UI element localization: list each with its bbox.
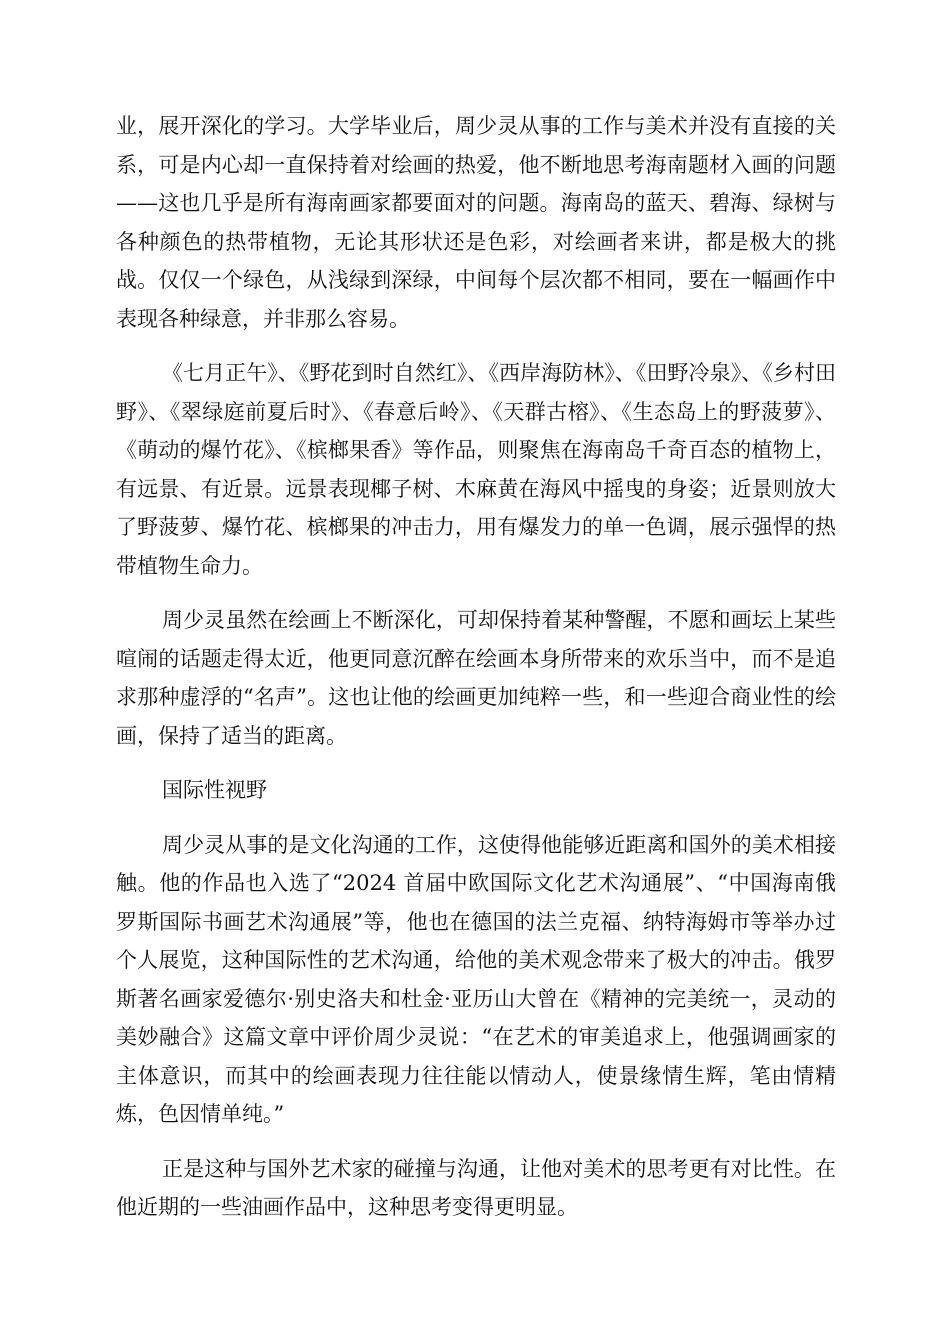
paragraph-continuation: 业，展开深化的学习。大学毕业后，周少灵从事的工作与美术并没有直接的关系，可是内心却一直保持着对绘画的热爱，他不断地思考海南题材入画的问题——这也几乎是所有海南画家都要面对的问题。海南岛的蓝天、碧海、绿树与各种颜色的热带植物，无论其形状还是色彩，对绘画者来讲，都是极大的挑战。仅仅一个绿色，从浅绿到深绿，中间每个层次都不相同，要在一幅画作中表现各种绿意，并非那么容易。 bbox=[116, 114, 836, 331]
paragraph-international: 周少灵从事的是文化沟通的工作，这使得他能够近距离和国外的美术相接触。他的作品也入选了“2024 首届中欧国际文化艺术沟通展”、“中国海南俄罗斯国际书画艺术沟通展”等，他也在德国的法兰克福、纳特海姆市等举办过个人展览，这种国际性的艺术沟通，给他的美术观念带来了极大的冲击。俄罗斯著名画家爱德尔·别史洛夫和杜金·亚历山大曾在《精神的完美统一，灵动的美妙融合》这篇文章中评价周少灵说：“在艺术的审美追求上，他强调画家的主体意识，而其中的绘画表现力往往能以情动人，使景缘情生辉，笔由情精炼，色因情单纯。” bbox=[116, 832, 836, 1126]
paragraph-artworks: 《七月正午》、《野花到时自然红》、《西岸海防林》、《田野冷泉》、《乡村田野》、《翠绿庭前夏后时》、《春意后岭》、《天群古榕》、《生态岛上的野菠萝》、《萌动的爆竹花》、《槟榔果香》等作品，则聚焦在海南岛千奇百态的植物上，有远景、有近景。远景表现椰子树、木麻黄在海风中摇曳的身姿；近景则放大了野菠萝、爆竹花、槟榔果的冲击力，用有爆发力的单一色调，展示强悍的热带植物生命力。 bbox=[116, 361, 836, 578]
paragraph-purity: 周少灵虽然在绘画上不断深化，可却保持着某种警醒，不愿和画坛上某些喧闹的话题走得太近，他更同意沉醉在绘画本身所带来的欢乐当中，而不是追求那种虚浮的“名声”。这也让他的绘画更加纯粹一些，和一些迎合商业性的绘画，保持了适当的距离。 bbox=[116, 608, 836, 748]
document-page bbox=[116, 107, 836, 1243]
paragraph-conclusion: 正是这种与国外艺术家的碰撞与沟通，让他对美术的思考更有对比性。在他近期的一些油画作品中，这种思考变得更明显。 bbox=[116, 1156, 836, 1219]
section-heading: 国际性视野 bbox=[162, 778, 267, 802]
